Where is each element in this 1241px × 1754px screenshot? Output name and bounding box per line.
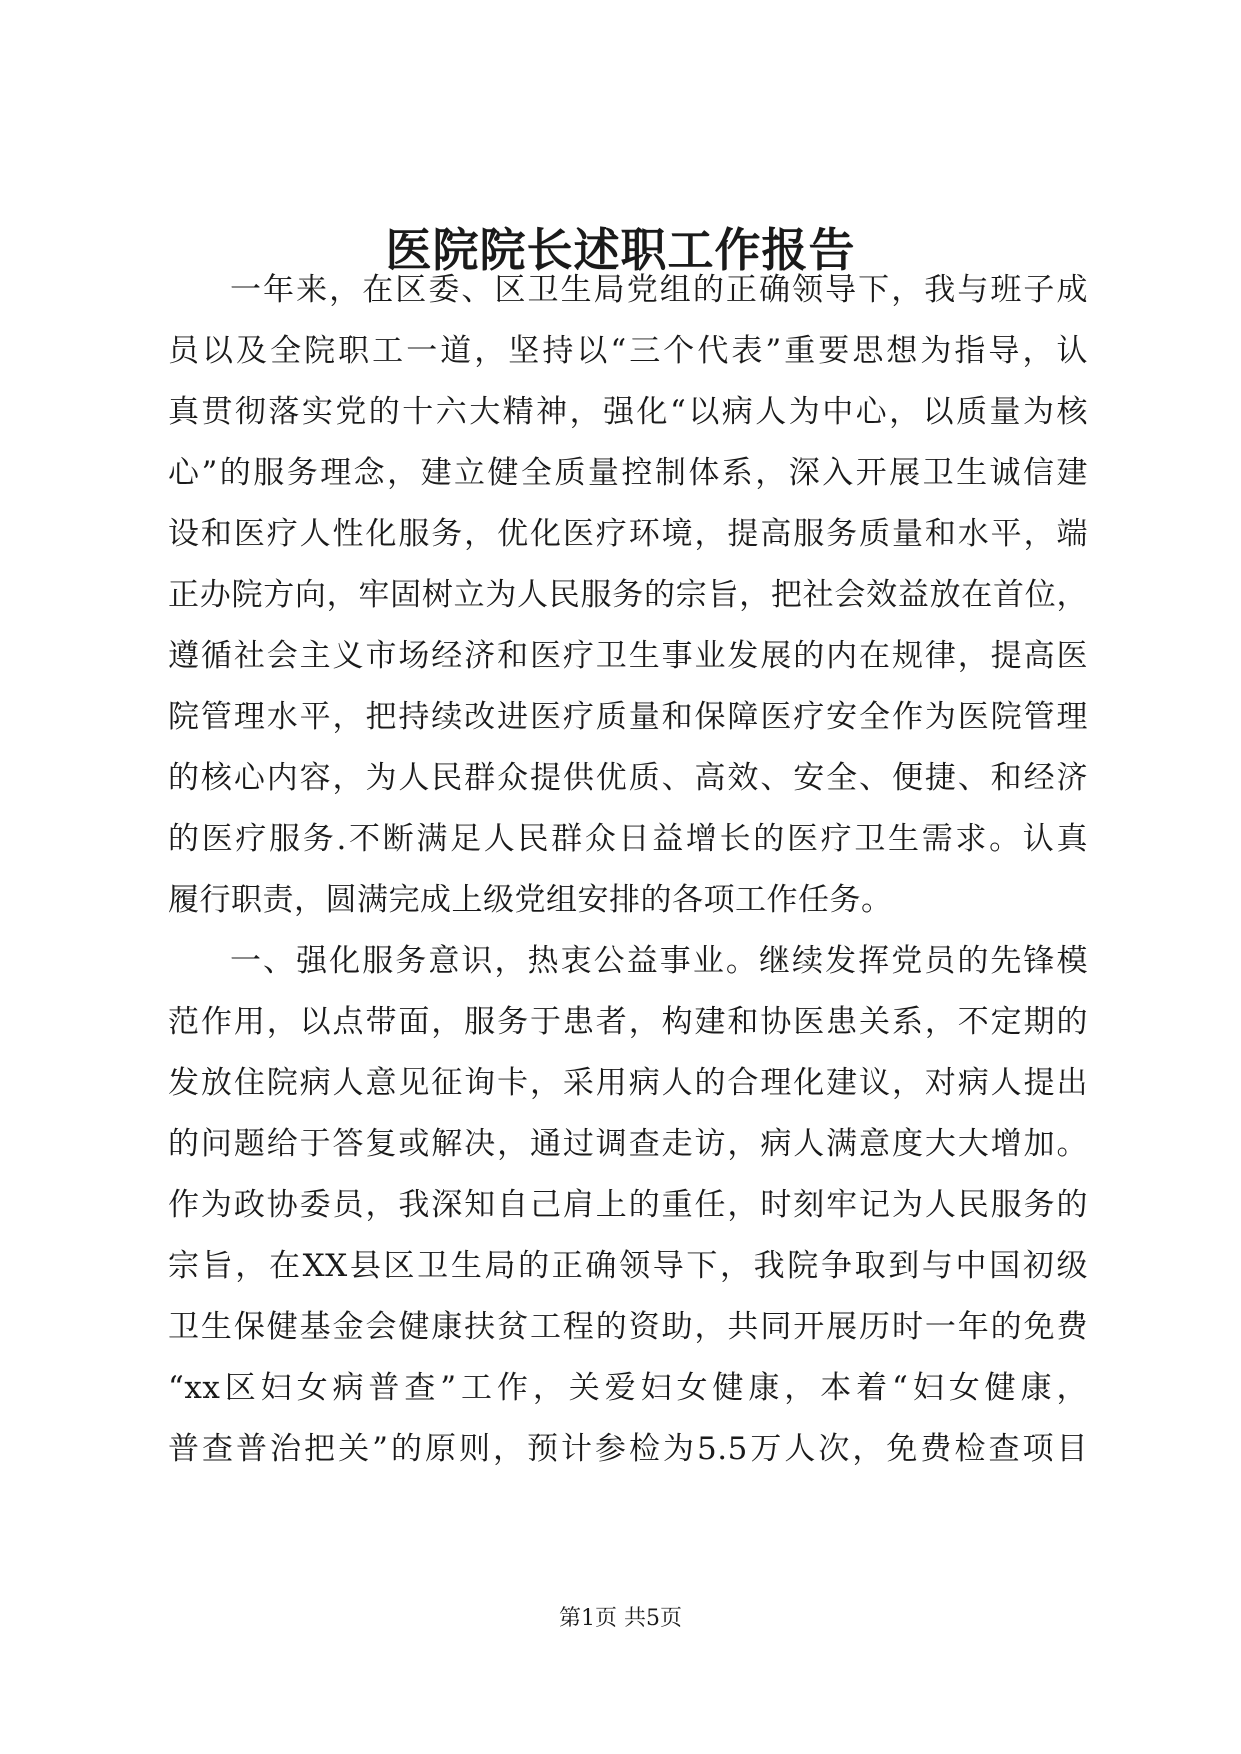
paragraph-line: 遵循社会主义市场经济和医疗卫生事业发展的内在规律，提高医 <box>168 638 1088 674</box>
paragraph-line: 普查普治把关”的原则，预计参检为5.5万人次，免费检查项目 <box>168 1431 1088 1467</box>
paragraph-line: 院管理水平，把持续改进医疗质量和保障医疗安全作为医院管理 <box>168 699 1088 735</box>
document-title: 医院院长述职工作报告 <box>385 223 856 277</box>
paragraph-line: 卫生保健基金会健康扶贫工程的资助，共同开展历时一年的免费 <box>168 1309 1088 1345</box>
paragraph-line: 的医疗服务.不断满足人民群众日益增长的医疗卫生需求。认真 <box>168 821 1088 857</box>
paragraph-line: 一年来，在区委、区卫生局党组的正确领导下，我与班子成 <box>230 272 1088 308</box>
page-number-footer: 第1页 共5页 <box>559 1606 682 1631</box>
paragraph-line: 作为政协委员，我深知自己肩上的重任，时刻牢记为人民服务的 <box>168 1187 1088 1223</box>
paragraph-line: 宗旨，在XX县区卫生局的正确领导下，我院争取到与中国初级 <box>168 1248 1088 1284</box>
paragraph-line: 范作用，以点带面，服务于患者，构建和协医患关系，不定期的 <box>168 1004 1088 1040</box>
paragraph-line: 发放住院病人意见征询卡，采用病人的合理化建议，对病人提出 <box>168 1065 1088 1101</box>
paragraph-line: 一、强化服务意识，热衷公益事业。继续发挥党员的先锋模 <box>230 943 1088 979</box>
paragraph-line: 的核心内容，为人民群众提供优质、高效、安全、便捷、和经济 <box>168 760 1088 796</box>
paragraph-line: “xx区妇女病普查”工作，关爱妇女健康，本着“妇女健康， <box>168 1370 1088 1406</box>
paragraph-line: 履行职责，圆满完成上级党组安排的各项工作任务。 <box>168 882 893 918</box>
paragraph-line: 心”的服务理念，建立健全质量控制体系，深入开展卫生诚信建 <box>168 455 1088 491</box>
paragraph-line: 设和医疗人性化服务，优化医疗环境，提高服务质量和水平，端 <box>168 516 1088 552</box>
paragraph-line: 真贯彻落实党的十六大精神，强化“以病人为中心，以质量为核 <box>168 394 1088 430</box>
paragraph-line: 员以及全院职工一道，坚持以“三个代表”重要思想为指导，认 <box>168 333 1088 369</box>
paragraph-line: 的问题给于答复或解决，通过调查走访，病人满意度大大增加。 <box>168 1126 1088 1162</box>
paragraph-line: 正办院方向，牢固树立为人民服务的宗旨，把社会效益放在首位， <box>168 577 1088 613</box>
